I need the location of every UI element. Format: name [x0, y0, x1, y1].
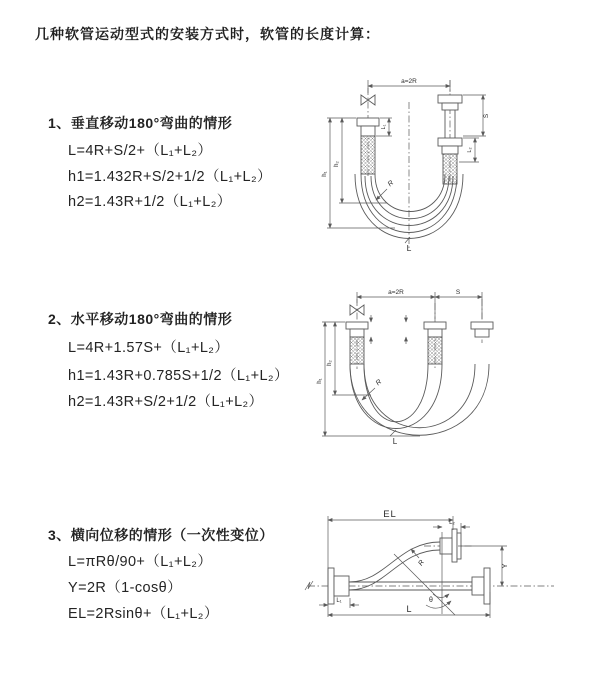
page-title: 几种软管运动型式的安装方式时，软管的长度计算：: [35, 26, 380, 42]
dim-label-s: S: [483, 113, 490, 119]
dim-label-h1: h₁: [322, 171, 328, 177]
dim-label-r: R: [374, 378, 384, 388]
shifted-hose-fitting: [471, 322, 493, 337]
section-1-formula-L: L=4R+S/2+（L₁+L₂）: [68, 143, 213, 159]
dim-label-h2: h₂: [334, 161, 340, 167]
dimension-h1: [317, 322, 420, 436]
dim-label-l1: L₁: [336, 598, 342, 604]
angle-label-theta: θ: [429, 597, 433, 604]
dim-label-h2: h₂: [327, 360, 333, 366]
section-2-heading: 2、水平移动180°弯曲的情形: [48, 311, 233, 327]
section-2-formula-h2: h2=1.43R+S/2+1/2（L₁+L₂）: [68, 394, 264, 410]
left-hose-fitting: [357, 118, 379, 174]
hose-u-bends: [350, 364, 489, 435]
hose-s-curve: [349, 542, 440, 590]
section-1-formula-h2: h2=1.43R+1/2（L₁+L₂）: [68, 194, 232, 210]
centerline-break-mark: [305, 581, 313, 590]
section-3-formula-L: L=πRθ/90+（L₁+L₂）: [68, 554, 213, 570]
dim-label-l2: L₂: [467, 147, 473, 153]
section-3-formula-EL: EL=2Rsinθ+（L₁+L₂）: [68, 606, 219, 622]
dim-label-l: L: [392, 437, 398, 446]
dim-label-r: R: [417, 559, 427, 568]
dim-label-l2: L₂: [449, 520, 455, 526]
dimension-a2r: [357, 289, 482, 319]
dimension-a2r: [368, 78, 450, 93]
displaced-flange-fitting: [440, 529, 461, 562]
dimension-h1: [322, 118, 395, 228]
length-callout: [405, 237, 412, 253]
dimension-s: [435, 289, 482, 297]
section-3-formula-Y: Y=2R（1-cosθ）: [68, 580, 182, 596]
dim-label-y: Y: [500, 563, 509, 569]
dim-label-s: S: [455, 289, 461, 296]
dim-label-a2r: a=2R: [401, 78, 417, 85]
section-3-heading: 3、横向位移的情形（一次性变位）: [48, 527, 274, 543]
fitting-length-arrows: [371, 315, 406, 344]
dimension-l2: [433, 520, 470, 533]
mid-hose-fitting: [424, 322, 446, 364]
dim-label-l: L: [406, 604, 412, 614]
dim-label-a2r: a=2R: [388, 289, 404, 296]
diagram-lateral-displacement: [302, 502, 564, 654]
dim-label-h1: h₁: [317, 378, 323, 384]
dimension-el: [328, 509, 453, 617]
length-callout: [390, 430, 398, 446]
diagram-vertical-180-bend: [313, 72, 523, 257]
dim-label-r: R: [386, 179, 396, 189]
dimension-h2: [334, 118, 387, 203]
radius-callout: [376, 180, 395, 200]
section-2-formula-h1: h1=1.43R+0.785S+1/2（L₁+L₂）: [68, 368, 289, 384]
section-1-heading: 1、垂直移动180°弯曲的情形: [48, 115, 233, 131]
diagram-horizontal-180-bend: [313, 283, 533, 453]
dimension-s: [463, 95, 490, 136]
section-2-formula-L: L=4R+1.57S+（L₁+L₂）: [68, 340, 230, 356]
right-hose-fitting: [438, 95, 462, 184]
dim-label-l: L: [406, 243, 412, 253]
left-hose-fitting: [346, 322, 368, 364]
dim-label-l1: L₁: [381, 124, 387, 130]
dimension-l1: [319, 598, 359, 608]
dim-label-el: EL: [383, 509, 397, 520]
section-1-formula-h1: h1=1.432R+S/2+1/2（L₁+L₂）: [68, 169, 272, 185]
right-flange-fitting: [472, 568, 490, 604]
